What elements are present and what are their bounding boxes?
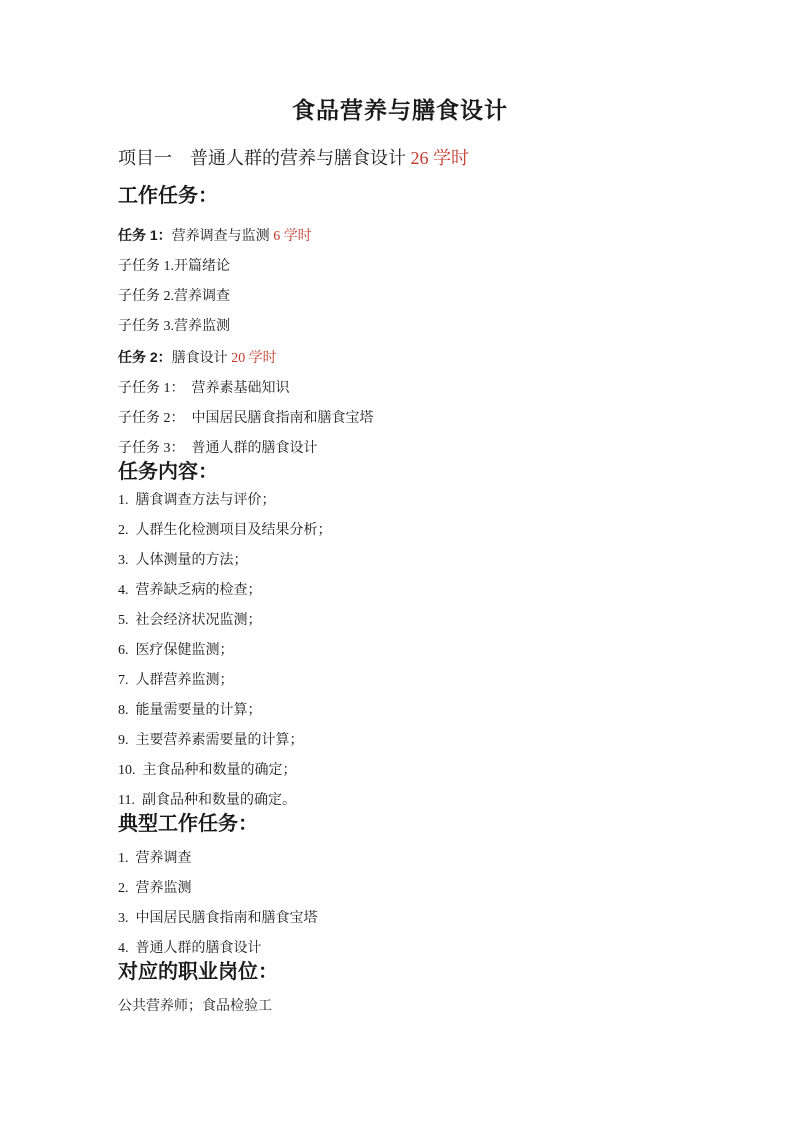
content-item: 10. 主食品种和数量的确定；: [118, 763, 297, 778]
content-item: 9. 主要营养素需要量的计算；: [118, 733, 304, 748]
project-heading: [118, 144, 682, 172]
subtask-line: 子任务 3.营养监测: [118, 319, 230, 334]
subtask-line: 子任务 1： 营养素基础知识: [118, 381, 290, 396]
content-item: 1. 膳食调查方法与评价；: [118, 493, 276, 508]
heading-typical-tasks: 典型工作任务：: [118, 813, 258, 835]
typical-task-item: 1. 营养调查: [118, 851, 192, 866]
task1-title: 营养调查与监测: [171, 229, 274, 244]
content-item: 5. 社会经济状况监测；: [118, 613, 262, 628]
subtask-line: 子任务 1.开篇绪论: [118, 259, 230, 274]
subtask-line: 子任务 2： 中国居民膳食指南和膳食宝塔: [118, 411, 374, 426]
task1-label: 任务 1：: [118, 227, 172, 243]
heading-job-positions: 对应的职业岗位：: [118, 961, 278, 983]
content-item: 7. 人群营养监测；: [118, 673, 234, 688]
job-positions-line: 公共营养师；食品检验工: [118, 999, 272, 1014]
heading-task-content: 任务内容：: [118, 461, 218, 483]
content-item: 8. 能量需要量的计算；: [118, 703, 262, 718]
subtask-line: 子任务 2.营养调查: [118, 289, 230, 304]
project-title: 项目一 普通人群的营养与膳食设计: [118, 148, 411, 168]
content-item: 11. 副食品种和数量的确定。: [118, 793, 296, 808]
typical-task-item: 2. 营养监测: [118, 881, 192, 896]
content-item: 6. 医疗保健监测；: [118, 643, 234, 658]
task1-line: [118, 220, 682, 252]
task2-label: 任务 2：: [118, 349, 172, 365]
content-item: 2. 人群生化检测项目及结果分析；: [118, 523, 332, 538]
task2-line: [118, 342, 682, 374]
project-hours-badge: 26 学时: [410, 148, 469, 168]
typical-task-item: 3. 中国居民膳食指南和膳食宝塔: [118, 911, 318, 926]
task1-hours-badge: 6 学时: [273, 229, 312, 244]
content-item: 4. 营养缺乏病的检查；: [118, 583, 262, 598]
typical-task-item: 4. 普通人群的膳食设计: [118, 941, 262, 956]
document-title: 食品营养与膳食设计: [292, 98, 508, 123]
task2-title: 膳食设计: [171, 351, 232, 366]
content-item: 3. 人体测量的方法；: [118, 553, 248, 568]
subtask-line: 子任务 3： 普通人群的膳食设计: [118, 441, 318, 456]
heading-work-tasks: 工作任务：: [118, 185, 218, 207]
task2-hours-badge: 20 学时: [231, 351, 277, 366]
